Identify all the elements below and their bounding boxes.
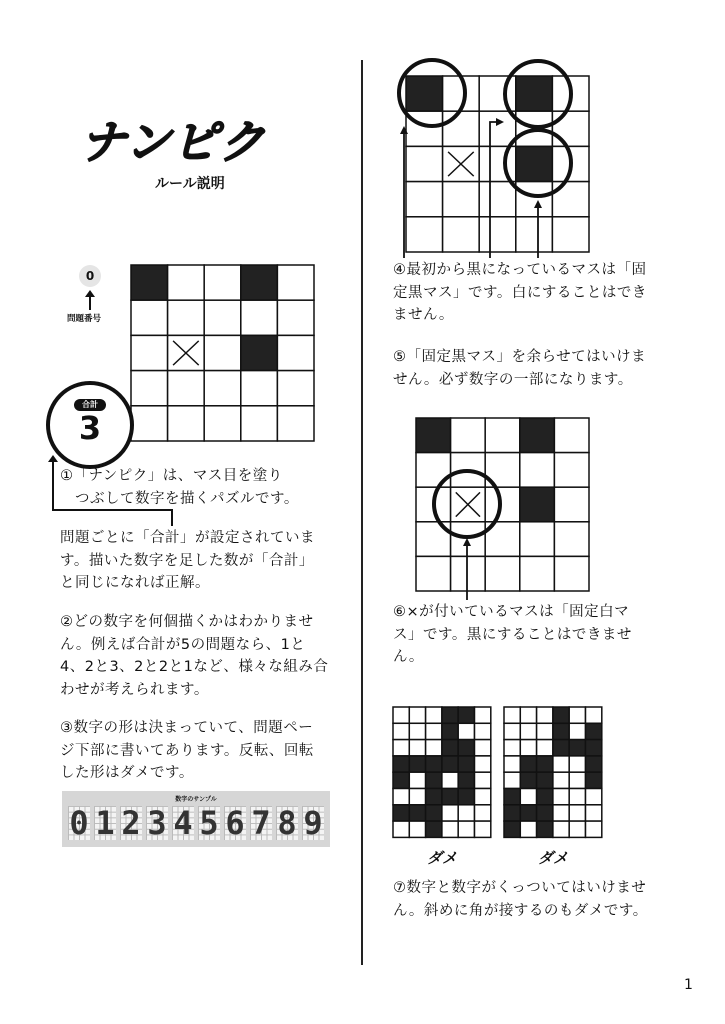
- rule-4: ④最初から黒になっているマスは「固 定黒マス」です。白にすることはでき ません。: [393, 262, 647, 323]
- sample-digit-6: 6: [225, 804, 245, 842]
- sample-digit-2: 2: [121, 804, 141, 842]
- grid-cell-black: [537, 821, 553, 837]
- grid-cell: [586, 805, 602, 821]
- rule-7: ⑦数字と数字がくっついてはいけませ ん。斜めに角が接するのもダメです。: [393, 880, 648, 919]
- grid-cell: [475, 723, 491, 739]
- grid-cell: [504, 756, 520, 772]
- grid-cell-black: [393, 756, 409, 772]
- grid-cell: [393, 707, 409, 723]
- grid-cell: [458, 805, 474, 821]
- grid-cell-black: [537, 789, 553, 805]
- grid-cell-black: [426, 756, 442, 772]
- rule-5: ⑤「固定黒マス」を余らせてはいけま せん。必ず数字の一部になります。: [393, 349, 647, 388]
- grid-cell: [569, 821, 585, 837]
- puzzle-number-label: 問題番号: [67, 314, 102, 324]
- grid-cell: [409, 821, 425, 837]
- grid-cell: [458, 821, 474, 837]
- grid-cell: [426, 707, 442, 723]
- grid-cell: [442, 821, 458, 837]
- grid-cell: [393, 789, 409, 805]
- grid-cell: [569, 789, 585, 805]
- bad-example-touching: [503, 706, 603, 839]
- grid-cell: [426, 740, 442, 756]
- grid-cell-black: [537, 805, 553, 821]
- logo-title: ナンピク: [80, 115, 266, 169]
- grid-cell: [586, 789, 602, 805]
- grid-cell-black: [442, 789, 458, 805]
- sum-label: 合計: [74, 399, 106, 411]
- rule-1: ①「ナンピク」は、マス目を塗り つぶして数字を描くパズルです。: [60, 468, 299, 507]
- puzzle-number-badge: 0: [79, 265, 101, 287]
- sample-digit-4: 4: [173, 804, 193, 842]
- grid-cell: [475, 740, 491, 756]
- grid-cell: [569, 772, 585, 788]
- grid-cell: [504, 740, 520, 756]
- grid-cell: [442, 772, 458, 788]
- grid-cell: [569, 723, 585, 739]
- grid-cell-black: [537, 772, 553, 788]
- grid-cell: [520, 789, 536, 805]
- grid-cell: [504, 723, 520, 739]
- page-subtitle: ルール説明: [155, 176, 225, 192]
- grid-cell-black: [586, 740, 602, 756]
- grid-cell: [586, 707, 602, 723]
- grid-cell: [520, 740, 536, 756]
- grid-cell-black: [520, 805, 536, 821]
- grid-cell: [553, 821, 569, 837]
- grid-cell-black: [504, 821, 520, 837]
- grid-cell-black: [569, 740, 585, 756]
- sample-digit-1: 1: [95, 804, 115, 842]
- grid-cell: [586, 821, 602, 837]
- grid-cell: [475, 805, 491, 821]
- grid-cell: [393, 740, 409, 756]
- sample-digit-3: 3: [147, 804, 167, 842]
- grid-cell: [475, 756, 491, 772]
- grid-cell-black: [426, 789, 442, 805]
- sum-value: 3: [78, 409, 102, 447]
- grid-cell: [409, 723, 425, 739]
- grid-cell-black: [393, 772, 409, 788]
- grid-cell: [553, 805, 569, 821]
- grid-cell-black: [393, 805, 409, 821]
- grid-cell-black: [504, 805, 520, 821]
- grid-cell-black: [537, 756, 553, 772]
- grid-cell-black: [458, 772, 474, 788]
- sample-digit-0: 0: [69, 804, 89, 842]
- grid-cell: [458, 723, 474, 739]
- grid-cell: [409, 707, 425, 723]
- grid-cell: [553, 756, 569, 772]
- grid-cell-black: [553, 723, 569, 739]
- bad-caption-1: ダメ: [427, 849, 458, 867]
- grid-cell: [475, 789, 491, 805]
- sample-digit-8: 8: [277, 804, 297, 842]
- grid-cell-black: [520, 772, 536, 788]
- grid-cell: [393, 821, 409, 837]
- grid-cell-black: [586, 772, 602, 788]
- grid-cell-black: [553, 707, 569, 723]
- grid-cell: [520, 707, 536, 723]
- grid-cell-black: [442, 707, 458, 723]
- grid-cell: [504, 707, 520, 723]
- grid-cell: [569, 805, 585, 821]
- grid-cell-black: [426, 821, 442, 837]
- grid-cell: [475, 821, 491, 837]
- sample-digit-7: 7: [251, 804, 271, 842]
- grid-cell-black: [442, 723, 458, 739]
- grid-cell: [520, 723, 536, 739]
- grid-cell-black: [586, 756, 602, 772]
- grid-cell: [409, 789, 425, 805]
- grid-cell-black: [426, 805, 442, 821]
- grid-cell: [569, 707, 585, 723]
- grid-cell: [569, 756, 585, 772]
- grid-cell-black: [409, 756, 425, 772]
- grid-cell-black: [442, 740, 458, 756]
- grid-cell-black: [426, 772, 442, 788]
- grid-cell-black: [553, 740, 569, 756]
- grid-cell-black: [520, 756, 536, 772]
- grid-cell: [537, 707, 553, 723]
- grid-cell: [409, 772, 425, 788]
- grid-cell: [553, 772, 569, 788]
- grid-cell-black: [442, 756, 458, 772]
- rule-1-detail: 問題ごとに「合計」が設定されていま す。描いた数字を足した数が「合計」 と同じになれば正解。: [60, 530, 315, 591]
- grid-cell-black: [458, 740, 474, 756]
- rule-2: ②どの数字を何個描くかはわかりませ ん。例えば合計が5の問題なら、1と 4、2と3、2と2と1など、様々な組み合 わせが考えられます。: [60, 614, 329, 698]
- bad-caption-2: ダメ: [538, 849, 569, 867]
- grid-cell: [475, 772, 491, 788]
- sample-digit-9: 9: [303, 804, 323, 842]
- sample-digit-5: 5: [199, 804, 219, 842]
- grid-cell: [537, 723, 553, 739]
- sample-title: 数字のサンプル: [175, 796, 217, 803]
- grid-cell: [520, 821, 536, 837]
- grid-cell: [409, 740, 425, 756]
- grid-cell: [426, 723, 442, 739]
- grid-cell: [475, 707, 491, 723]
- grid-cell-black: [586, 723, 602, 739]
- grid-cell: [537, 740, 553, 756]
- grid-cell: [442, 805, 458, 821]
- grid-cell: [393, 723, 409, 739]
- grid-cell-black: [458, 707, 474, 723]
- grid-cell: [504, 772, 520, 788]
- grid-cell: [553, 789, 569, 805]
- grid-cell-black: [504, 789, 520, 805]
- grid-cell-black: [458, 756, 474, 772]
- page-number: 1: [684, 977, 693, 993]
- rule-3: ③数字の形は決まっていて、問題ペー ジ下部に書いてあります。反転、回転 した形はダメです。: [60, 720, 314, 781]
- grid-cell-black: [409, 805, 425, 821]
- grid-cell-black: [458, 789, 474, 805]
- bad-example-mirrored: [392, 706, 492, 839]
- rule-6: ⑥×が付いているマスは「固定白マ ス」です。黒にすることはできませ ん。: [393, 604, 632, 665]
